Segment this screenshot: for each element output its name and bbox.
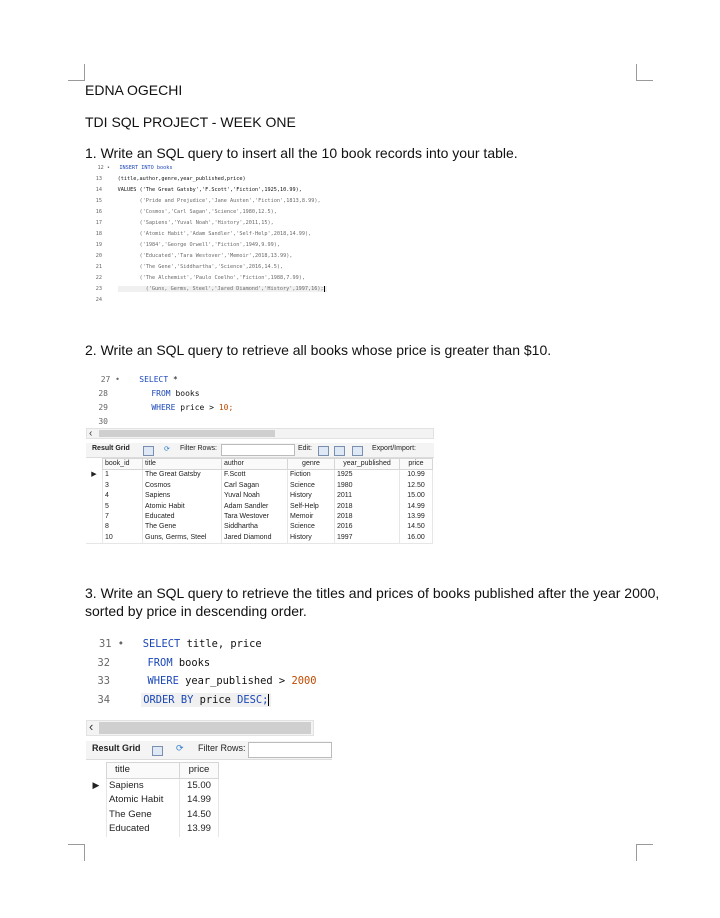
cell[interactable]: Science: [288, 481, 335, 491]
edit-label: Edit:: [298, 445, 313, 452]
code-line: 22 ('The Alchemist','Paulo Coelho','Fiction',1988,7.99),: [95, 275, 306, 281]
code-line: 27 • SELECT *: [100, 375, 178, 384]
column-header[interactable]: price: [180, 763, 219, 779]
code-line: 12 • INSERT INTO books: [97, 165, 173, 171]
crop-mark-top-right: [636, 64, 653, 81]
table-row[interactable]: [86, 481, 433, 491]
filter-rows-input[interactable]: [248, 742, 332, 758]
code-line: 18 ('Atomic Habit','Adam Sandler','Self-Help',2018,14.99),: [95, 231, 312, 237]
cell[interactable]: Tara Westover: [222, 512, 288, 522]
insert-query-editor[interactable]: [88, 165, 388, 310]
column-header[interactable]: author: [222, 459, 288, 470]
code-line: 21 ('The Gene','Siddhartha','Science',2016,14.5),: [95, 264, 284, 270]
cell[interactable]: Educated: [107, 822, 180, 837]
cell[interactable]: 8: [103, 522, 143, 532]
filter-rows-input[interactable]: [221, 444, 295, 456]
scrollbar-thumb[interactable]: [99, 722, 311, 734]
cell[interactable]: History: [288, 533, 335, 544]
crop-mark-top-left: [68, 64, 85, 81]
cell[interactable]: 13.99: [180, 822, 219, 837]
column-header[interactable]: title: [107, 763, 180, 779]
cell[interactable]: The Great Gatsby: [143, 470, 222, 481]
current-row-arrow-icon: ▶: [92, 780, 100, 791]
cell[interactable]: Atomic Habit: [143, 502, 222, 512]
cell[interactable]: 14.99: [400, 502, 433, 512]
result-grid-toolbar: [86, 741, 332, 760]
code-line-current: 34 ORDER BY price DESC;: [96, 694, 271, 706]
cell[interactable]: 1925: [335, 470, 400, 481]
select-titles-query-editor[interactable]: [96, 638, 336, 710]
question-1-heading: 1. Write an SQL query to insert all the 10 book records into your table.: [85, 145, 518, 161]
table-row[interactable]: [86, 512, 433, 522]
cell[interactable]: Atomic Habit: [107, 793, 180, 808]
cell[interactable]: Science: [288, 522, 335, 532]
table-row[interactable]: [86, 822, 219, 837]
cell[interactable]: Adam Sandler: [222, 502, 288, 512]
cell[interactable]: 2018: [335, 502, 400, 512]
cell[interactable]: 2016: [335, 522, 400, 532]
horizontal-scrollbar[interactable]: [86, 720, 314, 736]
scroll-left-icon[interactable]: ‹: [89, 428, 93, 439]
cell[interactable]: 7: [103, 512, 143, 522]
code-line: 28 FROM books: [98, 389, 200, 398]
result-grid-tab[interactable]: Result Grid: [92, 445, 130, 452]
books-result-grid: [86, 458, 433, 544]
cell[interactable]: 14.99: [180, 793, 219, 808]
table-row[interactable]: [86, 470, 433, 481]
cell[interactable]: 5: [103, 502, 143, 512]
column-header[interactable]: book_id: [103, 459, 143, 470]
cell[interactable]: The Gene: [107, 808, 180, 823]
cell[interactable]: 4: [103, 491, 143, 501]
author-name: EDNA OGECHI: [85, 82, 183, 98]
cell[interactable]: The Gene: [143, 522, 222, 532]
crop-mark-bottom-right: [636, 844, 653, 861]
scroll-left-icon[interactable]: ‹: [89, 719, 94, 734]
table-row[interactable]: [86, 793, 219, 808]
cell[interactable]: Jared Diamond: [222, 533, 288, 544]
cell[interactable]: 3: [103, 481, 143, 491]
column-header[interactable]: genre: [288, 459, 335, 470]
code-line: 31 • SELECT title, price: [98, 638, 262, 650]
cell[interactable]: Educated: [143, 512, 222, 522]
code-line: 17 ('Sapiens','Yuval Noah','History',2011,15),: [95, 220, 274, 226]
cell[interactable]: Self-Help: [288, 502, 335, 512]
table-row[interactable]: [86, 502, 433, 512]
cell[interactable]: 12.50: [400, 481, 433, 491]
cell[interactable]: Siddhartha: [222, 522, 288, 532]
table-row[interactable]: [86, 778, 219, 793]
cell[interactable]: Sapiens: [143, 491, 222, 501]
cell[interactable]: 14.50: [180, 808, 219, 823]
filter-icon: ⟳: [176, 743, 184, 753]
cell[interactable]: 14.50: [400, 522, 433, 532]
table-row[interactable]: [86, 533, 433, 544]
code-line: 15 ('Pride and Prejudice','Jane Austen','Fiction',1813,8.99),: [95, 198, 321, 204]
select-price-query-editor[interactable]: [94, 375, 344, 427]
cell[interactable]: 13.99: [400, 512, 433, 522]
current-row-arrow-icon: ▶: [91, 471, 97, 479]
table-row[interactable]: [86, 808, 219, 823]
code-line: 29 WHERE price > 10;: [98, 403, 234, 412]
code-line-current: 23 ('Guns, Germs, Steel','Jared Diamond','History',1997,16);: [88, 286, 327, 292]
cell[interactable]: F.Scott: [222, 470, 288, 481]
cell[interactable]: 1997: [335, 533, 400, 544]
cell[interactable]: 16.00: [400, 533, 433, 544]
filter-icon: ⟳: [164, 446, 170, 453]
code-line: 32 FROM books: [97, 656, 211, 669]
column-header[interactable]: price: [400, 459, 433, 470]
table-header-row: [86, 763, 219, 779]
table-header-row: [86, 459, 433, 470]
result-grid-toolbar: [86, 443, 434, 458]
cell[interactable]: Fiction: [288, 470, 335, 481]
cell[interactable]: 2018: [335, 512, 400, 522]
filter-rows-label: Filter Rows:: [180, 445, 217, 452]
titles-prices-result-grid: [86, 762, 219, 837]
cell[interactable]: Carl Sagan: [222, 481, 288, 491]
table-row[interactable]: [86, 491, 433, 501]
result-grid-tab[interactable]: Result Grid: [92, 743, 141, 753]
code-line: 14 VALUES ('The Great Gatsby','F.Scott','Fiction',1925,10.99),: [95, 187, 302, 193]
cell[interactable]: 15.00: [400, 491, 433, 501]
cell[interactable]: 1: [103, 470, 143, 481]
code-line: 20 ('Educated','Tara Westover','Memoir',2018,13.99),: [95, 253, 293, 259]
cell[interactable]: 1980: [335, 481, 400, 491]
scrollbar-thumb[interactable]: [99, 430, 275, 437]
cell[interactable]: 10: [103, 533, 143, 544]
cell[interactable]: Yuval Noah: [222, 491, 288, 501]
table-row[interactable]: [86, 522, 433, 532]
question-3-heading-line-1: 3. Write an SQL query to retrieve the titles and prices of books published after the year 2000,: [85, 585, 660, 601]
cell[interactable]: Cosmos: [143, 481, 222, 491]
project-title: TDI SQL PROJECT - WEEK ONE: [85, 114, 296, 130]
crop-mark-bottom-left: [68, 844, 85, 861]
cell[interactable]: 15.00: [180, 778, 219, 793]
cell[interactable]: 10.99: [400, 470, 433, 481]
code-line: 33 WHERE year_published > 2000: [97, 675, 317, 687]
filter-rows-label: Filter Rows:: [198, 743, 246, 753]
question-2-heading: 2. Write an SQL query to retrieve all books whose price is greater than $10.: [85, 342, 552, 358]
cell[interactable]: Memoir: [288, 512, 335, 522]
column-header[interactable]: year_published: [335, 459, 400, 470]
cell[interactable]: Sapiens: [107, 778, 180, 793]
code-line: 24: [95, 297, 102, 303]
cell[interactable]: 2011: [335, 491, 400, 501]
code-line: 13 (title,author,genre,year_published,price): [95, 176, 246, 182]
code-line: 30: [98, 417, 108, 426]
code-line: 19 ('1984','George Orwell','Fiction',1949,9.99),: [95, 242, 281, 248]
export-import-label: Export/Import:: [372, 445, 416, 452]
column-header[interactable]: title: [143, 459, 222, 470]
cell[interactable]: Guns, Germs, Steel: [143, 533, 222, 544]
question-3-heading-line-2: sorted by price in descending order.: [85, 603, 307, 619]
horizontal-scrollbar[interactable]: [86, 428, 434, 439]
cell[interactable]: History: [288, 491, 335, 501]
code-line: 16 ('Cosmos','Carl Sagan','Science',1980,12.5),: [95, 209, 277, 215]
